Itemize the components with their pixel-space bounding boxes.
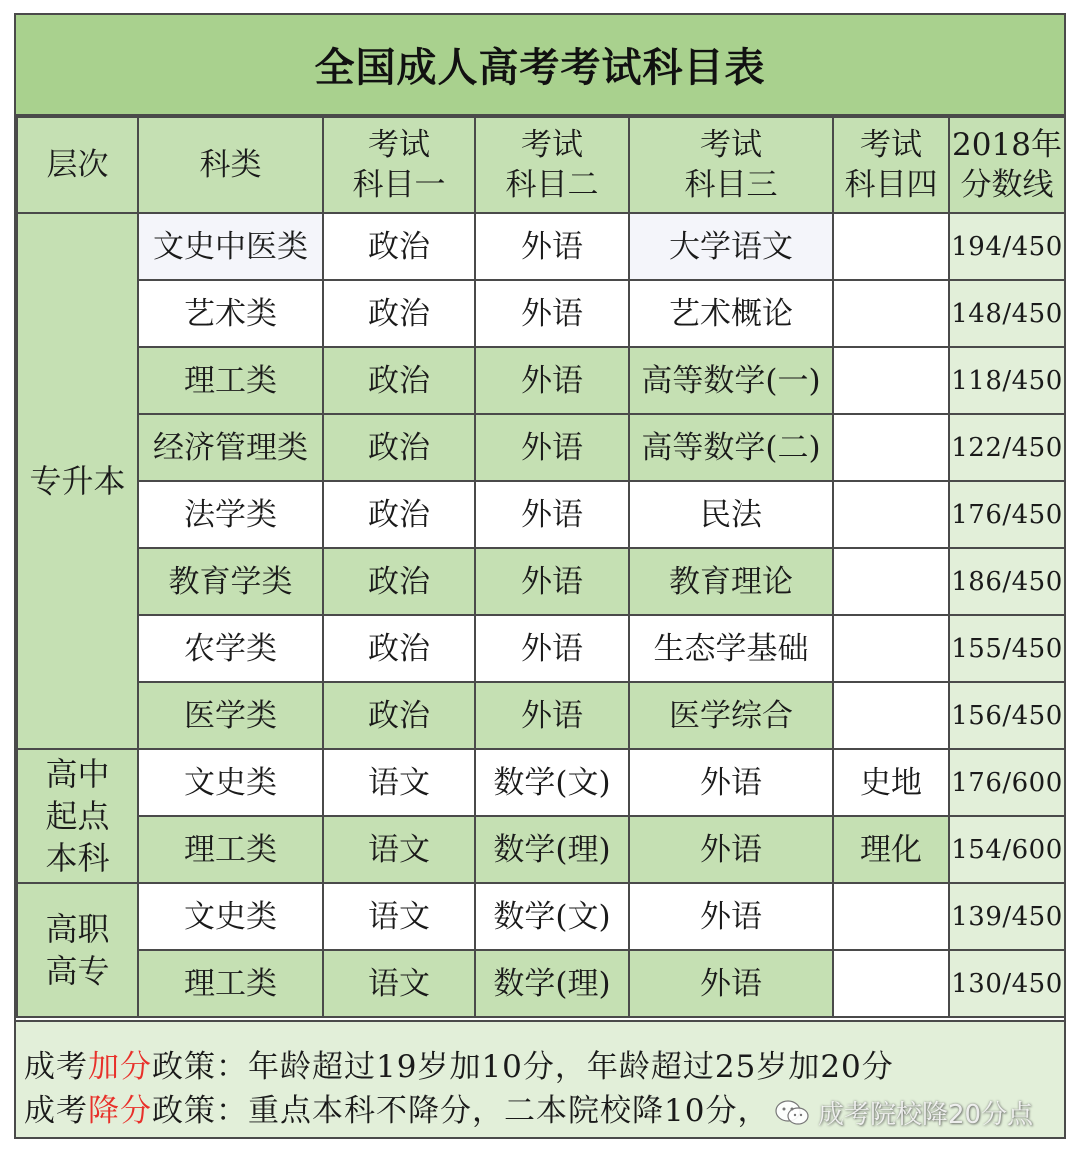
category-cell: 艺术类 (138, 280, 323, 347)
score-cell: 130/450 (949, 950, 1065, 1017)
subject4-cell (833, 682, 949, 749)
subject4-cell (833, 615, 949, 682)
policy-footer (16, 1020, 1064, 1137)
subject3-cell: 外语 (629, 883, 833, 950)
table-row (17, 682, 1065, 749)
wechat-icon (774, 1099, 810, 1127)
header-subject3: 考试 科目三 (629, 117, 833, 213)
header-subject4: 考试 科目四 (833, 117, 949, 213)
watermark (774, 1094, 1033, 1131)
subject2-cell: 外语 (475, 682, 629, 749)
subject2-cell: 外语 (475, 481, 629, 548)
subject-table-sheet (14, 13, 1066, 1139)
subject2-cell: 数学(文) (475, 883, 629, 950)
watermark-text: 成考院校降20分点 (818, 1100, 1034, 1130)
subject4-cell (833, 347, 949, 414)
level-line: 高职 (45, 910, 110, 948)
header-category: 科类 (138, 117, 323, 213)
subject4-cell (833, 883, 949, 950)
category-cell: 理工类 (138, 816, 323, 883)
subject3-cell: 医学综合 (629, 682, 833, 749)
header-subject1: 考试 科目一 (323, 117, 475, 213)
table-row (17, 414, 1065, 481)
header-subject2: 考试 科目二 (475, 117, 629, 213)
subject1-cell: 政治 (323, 615, 475, 682)
subject3-cell: 大学语文 (629, 213, 833, 280)
reduction-policy-text: 成考降分政策：重点本科不降分，二本院校降10分， (24, 1093, 770, 1129)
subject3-cell: 外语 (629, 950, 833, 1017)
score-cell: 122/450 (949, 414, 1065, 481)
score-cell: 156/450 (949, 682, 1065, 749)
header-score: 2018年 分数线 (949, 117, 1065, 213)
table-row (17, 615, 1065, 682)
table-row (17, 816, 1065, 883)
subject4-cell (833, 280, 949, 347)
subject1-cell: 语文 (323, 749, 475, 816)
subject1-cell: 语文 (323, 950, 475, 1017)
header-level: 层次 (17, 117, 138, 213)
category-cell: 文史类 (138, 749, 323, 816)
subject1-cell: 政治 (323, 548, 475, 615)
score-cell: 148/450 (949, 280, 1065, 347)
bonus-policy-text: 成考加分政策：年龄超过19岁加10分，年龄超过25岁加20分 (24, 1049, 894, 1085)
subject1-cell: 政治 (323, 347, 475, 414)
level-cell (17, 213, 138, 749)
level-cell (17, 883, 138, 1017)
table-row (17, 213, 1065, 280)
table-row (17, 280, 1065, 347)
table-row (17, 481, 1065, 548)
score-cell: 154/600 (949, 816, 1065, 883)
level-cell (17, 749, 138, 883)
table-row (17, 749, 1065, 816)
category-cell: 理工类 (138, 347, 323, 414)
level-line: 高中 (45, 755, 110, 793)
category-cell: 文史类 (138, 883, 323, 950)
subject2-cell: 数学(理) (475, 950, 629, 1017)
subject3-cell: 高等数学(一) (629, 347, 833, 414)
subject1-cell: 政治 (323, 280, 475, 347)
subject2-cell: 数学(理) (475, 816, 629, 883)
subject4-cell: 理化 (833, 816, 949, 883)
level-line: 专升本 (29, 462, 126, 500)
score-cell: 176/600 (949, 749, 1065, 816)
subject1-cell: 政治 (323, 682, 475, 749)
score-cell: 118/450 (949, 347, 1065, 414)
subject4-cell (833, 414, 949, 481)
subject3-cell: 生态学基础 (629, 615, 833, 682)
subject3-cell: 教育理论 (629, 548, 833, 615)
subject2-cell: 外语 (475, 548, 629, 615)
score-cell: 176/450 (949, 481, 1065, 548)
category-cell: 经济管理类 (138, 414, 323, 481)
subject2-cell: 外语 (475, 347, 629, 414)
level-line: 高专 (45, 952, 110, 990)
subject2-cell: 外语 (475, 615, 629, 682)
category-cell: 教育学类 (138, 548, 323, 615)
category-cell: 农学类 (138, 615, 323, 682)
score-cell: 139/450 (949, 883, 1065, 950)
category-cell: 文史中医类 (138, 213, 323, 280)
category-cell: 理工类 (138, 950, 323, 1017)
score-cell: 186/450 (949, 548, 1065, 615)
level-line: 本科 (45, 839, 110, 877)
subject1-cell: 政治 (323, 481, 475, 548)
subject3-cell: 民法 (629, 481, 833, 548)
category-cell: 法学类 (138, 481, 323, 548)
score-cell: 194/450 (949, 213, 1065, 280)
header-row (17, 117, 1065, 213)
table-row (17, 548, 1065, 615)
subject3-cell: 艺术概论 (629, 280, 833, 347)
table-row (17, 347, 1065, 414)
subject1-cell: 语文 (323, 883, 475, 950)
subject4-cell: 史地 (833, 749, 949, 816)
subject3-cell: 外语 (629, 816, 833, 883)
subject3-cell: 高等数学(二) (629, 414, 833, 481)
subject4-cell (833, 213, 949, 280)
subject1-cell: 语文 (323, 816, 475, 883)
category-cell: 医学类 (138, 682, 323, 749)
subject2-cell: 数学(文) (475, 749, 629, 816)
table-row (17, 883, 1065, 950)
subject2-cell: 外语 (475, 213, 629, 280)
level-line: 起点 (45, 797, 110, 835)
subject4-cell (833, 481, 949, 548)
subject1-cell: 政治 (323, 213, 475, 280)
subject2-cell: 外语 (475, 280, 629, 347)
subject2-cell: 外语 (475, 414, 629, 481)
table-row (17, 950, 1065, 1017)
subject4-cell (833, 548, 949, 615)
subject1-cell: 政治 (323, 414, 475, 481)
table-title: 全国成人高考考试科目表 (16, 15, 1064, 116)
subject3-cell: 外语 (629, 749, 833, 816)
subject-table (16, 116, 1066, 1018)
subject4-cell (833, 950, 949, 1017)
score-cell: 155/450 (949, 615, 1065, 682)
